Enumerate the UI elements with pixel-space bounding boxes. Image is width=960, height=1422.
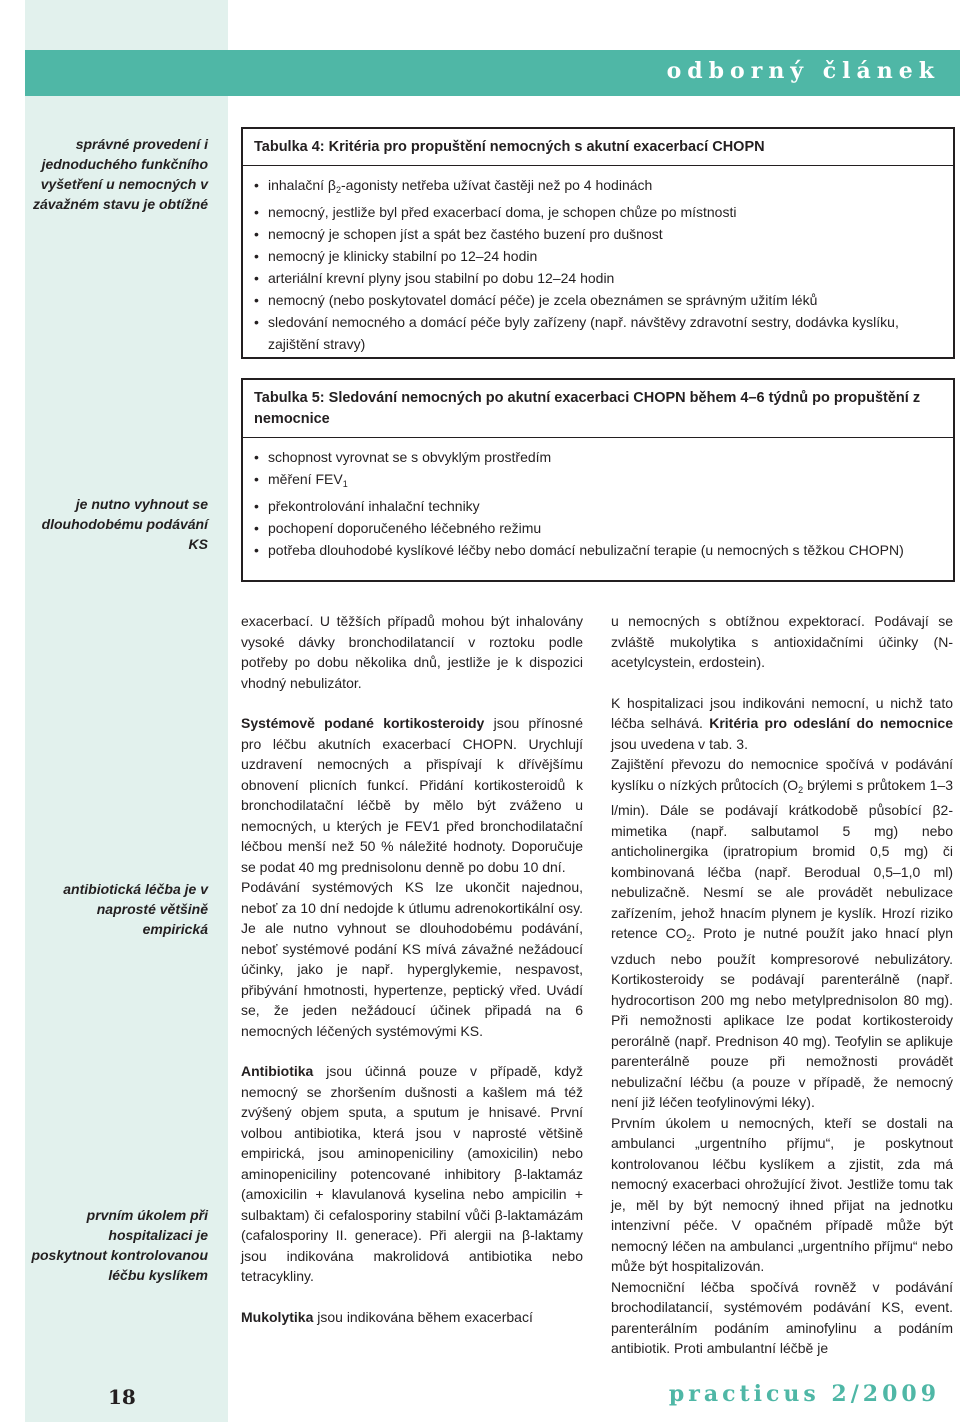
- paragraph: Mukolytika jsou indikována během exacerbací: [241, 1308, 533, 1325]
- header-band: [25, 50, 960, 96]
- list-item: • nemocný, jestliže byl před exacerbací doma, je schopen chůze po místnosti: [254, 201, 945, 223]
- list-item: • nemocný (nebo poskytovatel domácí péče) je zcela obeznámen se správným užitím léků: [254, 289, 945, 311]
- paragraph: Antibiotika jsou účinná pouze v případě, když nemocný se zhoršením dušnosti a kašlem má též zvýšený objem sputa, a sputum je hnisavé. První volbou antibiotika, která jsou v naprosté většině empirická, jsou aminopeniciliny (amoxicilin) nebo aminopeniciliny potencované inhibitory β-laktamáz (amoxicilin + klavulanová kyselina nebo ampicilin + sulbaktam) či cefalosporiny stabilní vůči β-laktamázám (cafalosporiny II. generace). Při alergii na β-laktamy jsou indikována makrolidová antibiotika nebo tetracykliny.: [241, 1063, 583, 1284]
- margin-note-4: prvním úkolem při hospitalizaci je poskytnout kontrolovanou léčbu kyslíkem: [31, 1207, 208, 1283]
- list-item: • měření $FEV_1$: [254, 468, 945, 495]
- list-item: • nemocný je schopen jíst a spát bez častého buzení pro dušnost: [254, 223, 945, 245]
- list-item: • inhalační $\beta_2$-agonisty netřeba užívat častěji než po 4 hodinách: [254, 174, 945, 201]
- list-item: • schopnost vyrovnat se s obvyklým prostředím: [254, 446, 945, 468]
- paragraph: K hospitalizaci jsou indikováni nemocní, u nichž tato léčba selhává. Kritéria pro odeslání do nemocnice jsou uvedena v tab. 3.: [611, 694, 953, 752]
- list-item: • pochopení doporučeného léčebného režimu: [254, 517, 945, 539]
- margin-note-2: je nutno vyhnout se dlouhodobému podávání KS: [41, 496, 208, 552]
- table-5-title: Tabulka 5: Sledování nemocných po akutní exacerbaci CHOPN během 4–6 týdnů po propuštění z nemocnice: [254, 390, 921, 427]
- table-5-divider: [243, 437, 953, 438]
- margin-note-1: správné provedení i jednoduchého funkčního vyšetření u nemocných v závažném stavu je obtížné: [32, 136, 208, 212]
- table-4-divider: [243, 165, 953, 166]
- table-4-title: Tabulka 4: Kritéria pro propuštění nemocných s akutní exacerbací CHOPN: [254, 139, 765, 155]
- paragraph: exacerbací. U těžších případů mohou být inhalovány vysoké dávky bronchodilatancií v roztoku podle potřeby po dobu několika dnů, jestliže je k dispozici vhodný nebulizátor.: [241, 613, 583, 691]
- paragraph: Zajištění převozu do nemocnice spočívá v podávání kyslíku o nízkých průtocích ($O_2$ brýlemi s průtokem 1–3 l/min). Dále se podávají krátkodobě působící β2-mimetika (např. salbutamol 5 mg) nebo anticholinergika (ipratropium bromid 0,5 mg) či kombinovaná léčba (např. Berodual 0,5–1,0 ml) nebulizačně. Nesmí se ale provádět nebulizace zařízením, jehož hnacím plynem je kyslík. Hrozí riziko retence $CO_2$. Proto je nutné použít jako hnací plyn vzduch nebo použít kompresorové nebulizátory. Kortikosteroidy se podávají parenterálně (např. hydrocortison 200 mg nebo metylprednisolon 80 mg). Při nemožnosti aplikace lze podat kortikosteroidy perorálně (např. Prednison 40 mg). Teofylin se aplikuje parenterálně pouze při nemožnosti provádět nebulizační léčbu (a pouze v případě, že nemocný není již léčen teofylinovými léky).: [611, 756, 953, 1110]
- list-item: • překontrolování inhalační techniky: [254, 495, 945, 517]
- article-column-1: [241, 611, 583, 1327]
- margin-note-3: antibiotická léčba je v naprosté většině empirická: [63, 881, 208, 937]
- table-5-list: [254, 446, 945, 561]
- list-item: • nemocný je klinicky stabilní po 12–24 hodin: [254, 245, 945, 267]
- list-item: • potřeba dlouhodobé kyslíkové léčby nebo domácí nebulizační terapie (u nemocných s těžkou CHOPN): [254, 539, 945, 561]
- paragraph: Nemocniční léčba spočívá rovněž v podávání brochodilatancií, systémovém podávání KS, event. parenterálním podáním aminofylinu a podáním antibiotik. Proti ambulantní léčbě je: [611, 1278, 953, 1356]
- table-5: [241, 378, 955, 582]
- paragraph: Systémově podané kortikosteroidy jsou přínosné pro léčbu akutních exacerbací CHOPN. Urychlují uzdravení nemocných a přispívají k dřívějšímu obnovení plicních funkcí. Přidání kortikosteroidů k bronchodilatační léčbě by mělo být zváženo u nemocných, u kterých je FEV1 před bronchodilatační léčbou menší než 50 % náležité hodnoty. Doporučuje se podat 40 mg prednisolonu denně po dobu 10 dní.: [241, 715, 583, 875]
- section-label: odborný článek: [666, 58, 940, 84]
- article-column-2: [611, 611, 953, 1359]
- paragraph: u nemocných s obtížnou expektorací. Podávají se zvláště mukolytika s antioxidačními účinky (N-acetylcystein, erdostein).: [611, 613, 953, 670]
- page-number: 18: [108, 1385, 136, 1409]
- paragraph: Podávání systémových KS lze ukončit najednou, neboť za 10 dní nedojde k útlumu adrenokortikální osy. Je ale nutno vyhnout se dlouhodobému podávání, neboť systémové podání KS mívá závažné nežádoucí účinky, jako je např. hyperglykemie, nespavost, přibývání hmotnosti, hypertenze, peptický vřed. Uvádí se, že jeden nežádoucí účinek připadá na 6 nemocných léčených systémovými KS.: [241, 879, 583, 1039]
- table-4-list: [254, 174, 945, 355]
- table-4: [241, 127, 955, 359]
- list-item: • sledování nemocného a domácí péče byly zařízeny (např. návštěvy zdravotní sestry, dodávka kyslíku, zajištění stravy): [254, 311, 945, 355]
- paragraph: Prvním úkolem u nemocných, kteří se dostali na ambulanci „urgentního příjmu“, je poskytnout kontrolovanou léčbu kyslíkem a zjistit, zda má nemocný exacerbaci ohrožující život. Jestliže tomu tak je, měl by být nemocný ihned přijat na jednotku intenzivní péče. V opačném případě může být nemocný léčen na ambulanci „urgentního příjmu“ nebo může být hospitalizován.: [611, 1114, 953, 1274]
- journal-label: practicus 2/2009: [668, 1381, 940, 1407]
- list-item: • arteriální krevní plyny jsou stabilní po dobu 12–24 hodin: [254, 267, 945, 289]
